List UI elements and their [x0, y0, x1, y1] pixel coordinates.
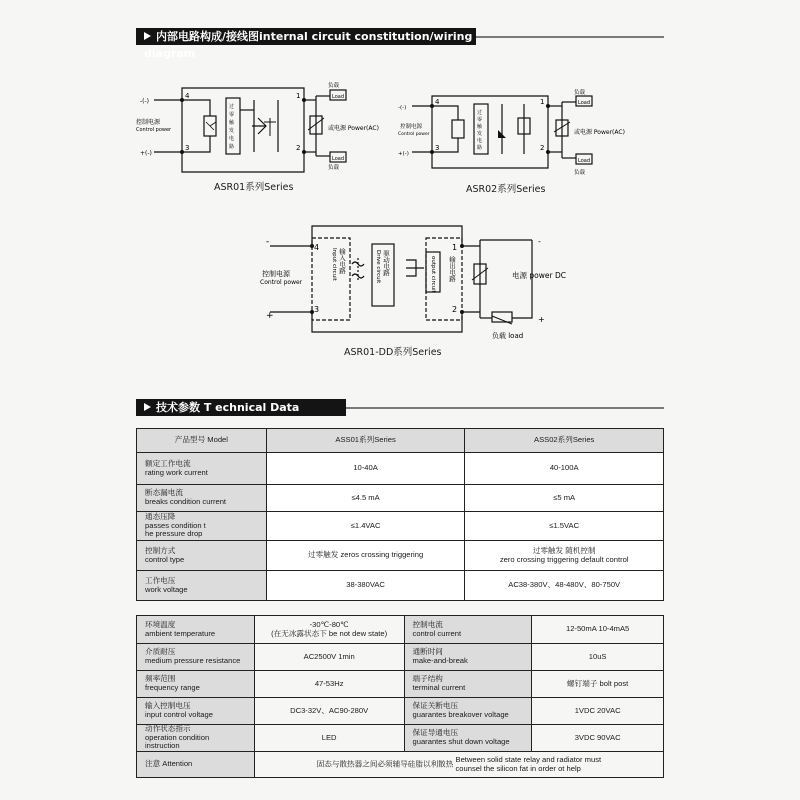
control-power-cn: 控制电源: [262, 270, 290, 278]
header-ass01: ASS01系列Series: [266, 429, 465, 453]
row-label-cn: 输入控制电压: [145, 701, 191, 711]
cell-value: 3VDC 90VAC: [532, 725, 664, 752]
drive-circuit-en: Drive circuit: [375, 250, 381, 284]
terminal-1-label: 1: [452, 243, 458, 252]
load-top-cn: 负载: [328, 83, 340, 89]
table-row: [137, 541, 664, 571]
zc-char: 触: [477, 124, 483, 130]
row-label-cn: 额定工作电流: [145, 458, 191, 468]
plus-terminal-label: +(-): [140, 150, 152, 157]
row-label-cn: 频率范围: [145, 674, 176, 684]
cell-value: LED: [254, 725, 404, 752]
cell-value: 过零触发 zeros crossing triggering: [266, 541, 465, 571]
zc-char: 电: [477, 138, 483, 144]
caption-asr01-dd: ASR01-DD系列Series: [344, 347, 442, 358]
load-bottom-en: Load: [332, 156, 344, 162]
load-top-en: Load: [332, 94, 344, 100]
row-label-cn: 断态漏电流: [145, 488, 183, 498]
power-ac-label: 或电源 Power(AC): [574, 129, 625, 136]
row-label-en: input control voltage: [145, 710, 213, 719]
terminal-4-label: 4: [435, 98, 440, 106]
control-power-en: Control power: [260, 279, 303, 286]
row-label-en: make-and-break: [412, 656, 468, 665]
table-row: [137, 644, 664, 671]
cell-value-en: zero crossing triggering default control: [499, 554, 629, 564]
table-row: [137, 571, 664, 601]
terminal-4-label: 4: [185, 92, 190, 100]
row-label-en: passes condition t: [145, 520, 206, 530]
cell-value: AC2500V 1min: [254, 644, 404, 671]
triangle-bullet-icon: [144, 32, 151, 40]
terminal-2-label: 2: [296, 144, 301, 152]
section-divider: [476, 36, 664, 38]
cell-value: AC38-380V、48-480V、80-750V: [465, 571, 664, 601]
header-ass02: ASS02系列Series: [465, 429, 664, 453]
triangle-bullet-icon: [144, 403, 151, 411]
row-label-en: guarantes shut down voltage: [412, 737, 510, 747]
right-minus-label: -: [538, 237, 541, 246]
row-label-en: work voltage: [145, 584, 188, 594]
row-label-cn: 保证关断电压: [412, 701, 459, 711]
row-label-cn: 通断时间: [412, 647, 443, 657]
load-label: 负载 load: [492, 332, 524, 340]
cell-value: 38-380VAC: [266, 571, 465, 601]
input-circuit-en: Input circuit: [331, 248, 337, 281]
cell-value: 1VDC 20VAC: [532, 698, 664, 725]
cell-value: 螺钉端子 bolt post: [532, 671, 664, 698]
right-plus-label: +: [538, 315, 545, 324]
cell-value: 10uS: [532, 644, 664, 671]
cell-value: 12-50mA 10-4mA5: [532, 616, 664, 644]
control-power-cn: 控制电源: [136, 119, 161, 126]
terminal-2-label: 2: [540, 144, 545, 152]
zc-char: 触: [229, 120, 235, 126]
load-top-cn: 负载: [574, 90, 586, 96]
table-header-row: [137, 429, 664, 453]
cell-value-cn: 过零触发 随机控制: [532, 545, 596, 555]
cell-value: 10-40A: [266, 453, 465, 485]
row-label-cn: 通态压降: [145, 511, 176, 521]
zc-char: 电: [229, 136, 235, 142]
cell-value: ≤5 mA: [465, 485, 664, 512]
caption-asr02: ASR02系列Series: [466, 184, 546, 195]
row-label-en-2: he pressure drop: [145, 529, 203, 539]
cell-value: DC3-32V、AC90-280V: [254, 698, 404, 725]
row-label-en: control type: [145, 554, 185, 564]
table-row: [137, 512, 664, 541]
control-power-en: Control power: [398, 132, 430, 137]
attention-text-en-2: counsel the silicon fat in order ot help: [455, 763, 581, 773]
table-row: [137, 725, 664, 752]
minus-terminal-label: -: [266, 237, 270, 247]
row-label-en: guarantes breakover voltage: [412, 710, 509, 719]
row-label-cn: 工作电压: [145, 575, 176, 585]
attention-label: 注意 Attention: [137, 752, 255, 778]
row-label-en: control current: [412, 628, 462, 638]
input-circuit-cn: 输入电路: [338, 248, 346, 274]
technical-table-secondary: [136, 615, 664, 778]
attention-text-en: Between solid state relay and radiator must: [455, 754, 602, 764]
zc-char: 路: [229, 144, 235, 150]
row-label-en: ambient temperature: [145, 628, 216, 638]
zc-char: 路: [477, 145, 483, 151]
row-label-en: operation condition instruction: [145, 732, 210, 751]
row-label-cn: 端子结构: [412, 674, 443, 684]
terminal-1-label: 1: [540, 98, 545, 106]
cell-value: ≤1.4VAC: [266, 512, 465, 541]
cell-value-note: (在无冰露状态下 be not dew state): [271, 628, 388, 638]
terminal-1-label: 1: [296, 92, 301, 100]
drive-circuit-cn: 驱动电路: [382, 250, 390, 276]
plus-terminal-label: +: [266, 311, 274, 321]
load-top-en: Load: [578, 100, 590, 106]
terminal-2-label: 2: [452, 305, 458, 314]
power-dc-label: 电源 power DC: [512, 271, 566, 280]
row-label-cn: 控制方式: [145, 545, 176, 555]
row-label-en: breaks condition current: [145, 497, 227, 506]
control-power-en: Control power: [136, 127, 172, 133]
load-bottom-en: Load: [578, 158, 590, 164]
caption-asr01: ASR01系列Series: [214, 182, 294, 193]
table-row: [137, 453, 664, 485]
zc-char: 过: [229, 104, 235, 110]
zc-char: 零: [229, 112, 235, 118]
zc-char: 发: [477, 131, 483, 137]
row-label-cn: 控制电流: [412, 619, 443, 629]
power-ac-label: 或电源 Power(AC): [328, 125, 379, 132]
cell-value: 47-53Hz: [254, 671, 404, 698]
row-label-cn: 环境温度: [145, 619, 176, 629]
section-title-technical: [136, 399, 346, 416]
terminal-3-label: 3: [435, 144, 440, 152]
row-label-cn: 动作状态指示: [145, 724, 191, 733]
minus-terminal-label: -(-): [398, 105, 407, 111]
diagram-asr02: [398, 90, 638, 185]
table-row: [137, 671, 664, 698]
section-title-text: 内部电路构成/接线图internal circuit constitution/wiring diagram: [144, 30, 473, 60]
diagram-asr01-dd: [256, 220, 576, 346]
terminal-3-label: 3: [314, 305, 320, 314]
section-title-text: 技术参数 T echnical Data: [156, 401, 300, 414]
cell-value: 40-100A: [465, 453, 664, 485]
output-circuit-en: output circuit: [430, 256, 436, 293]
attention-text-cn: 固态与散热器之间必须辅导硅脂以利散热: [316, 759, 454, 769]
zc-char: 发: [229, 128, 235, 134]
output-circuit-cn: 输出电路: [448, 256, 456, 282]
section-divider: [346, 407, 664, 409]
technical-table-main: [136, 428, 664, 601]
plus-terminal-label: +(-): [398, 151, 409, 157]
row-label-en: terminal current: [412, 683, 466, 692]
row-label-en: medium pressure resistance: [145, 656, 241, 665]
load-bottom-cn: 负载: [574, 170, 586, 176]
cell-value: ≤4.5 mA: [266, 485, 465, 512]
table-row: [137, 485, 664, 512]
cell-value: -30℃-80℃: [309, 619, 349, 629]
load-bottom-cn: 负载: [328, 165, 340, 171]
row-label-cn: 保证导通电压: [412, 728, 459, 738]
table-row: [137, 616, 664, 644]
header-model: 产品型号 Model: [137, 429, 267, 453]
zc-char: 过: [477, 110, 483, 116]
section-title-wiring: [136, 28, 476, 60]
zc-char: 零: [477, 117, 483, 123]
row-label-en: frequency range: [145, 683, 200, 692]
row-label-cn: 介质耐压: [145, 647, 176, 657]
diagram-asr01: [136, 82, 380, 192]
table-row-note: [137, 752, 664, 778]
cell-value: ≤1.5VAC: [465, 512, 664, 541]
row-label-en: rating work current: [145, 467, 208, 477]
terminal-3-label: 3: [185, 144, 190, 152]
minus-terminal-label: -(-): [140, 98, 150, 105]
table-row: [137, 698, 664, 725]
terminal-4-label: 4: [314, 243, 320, 252]
control-power-cn: 控制电源: [400, 124, 423, 130]
